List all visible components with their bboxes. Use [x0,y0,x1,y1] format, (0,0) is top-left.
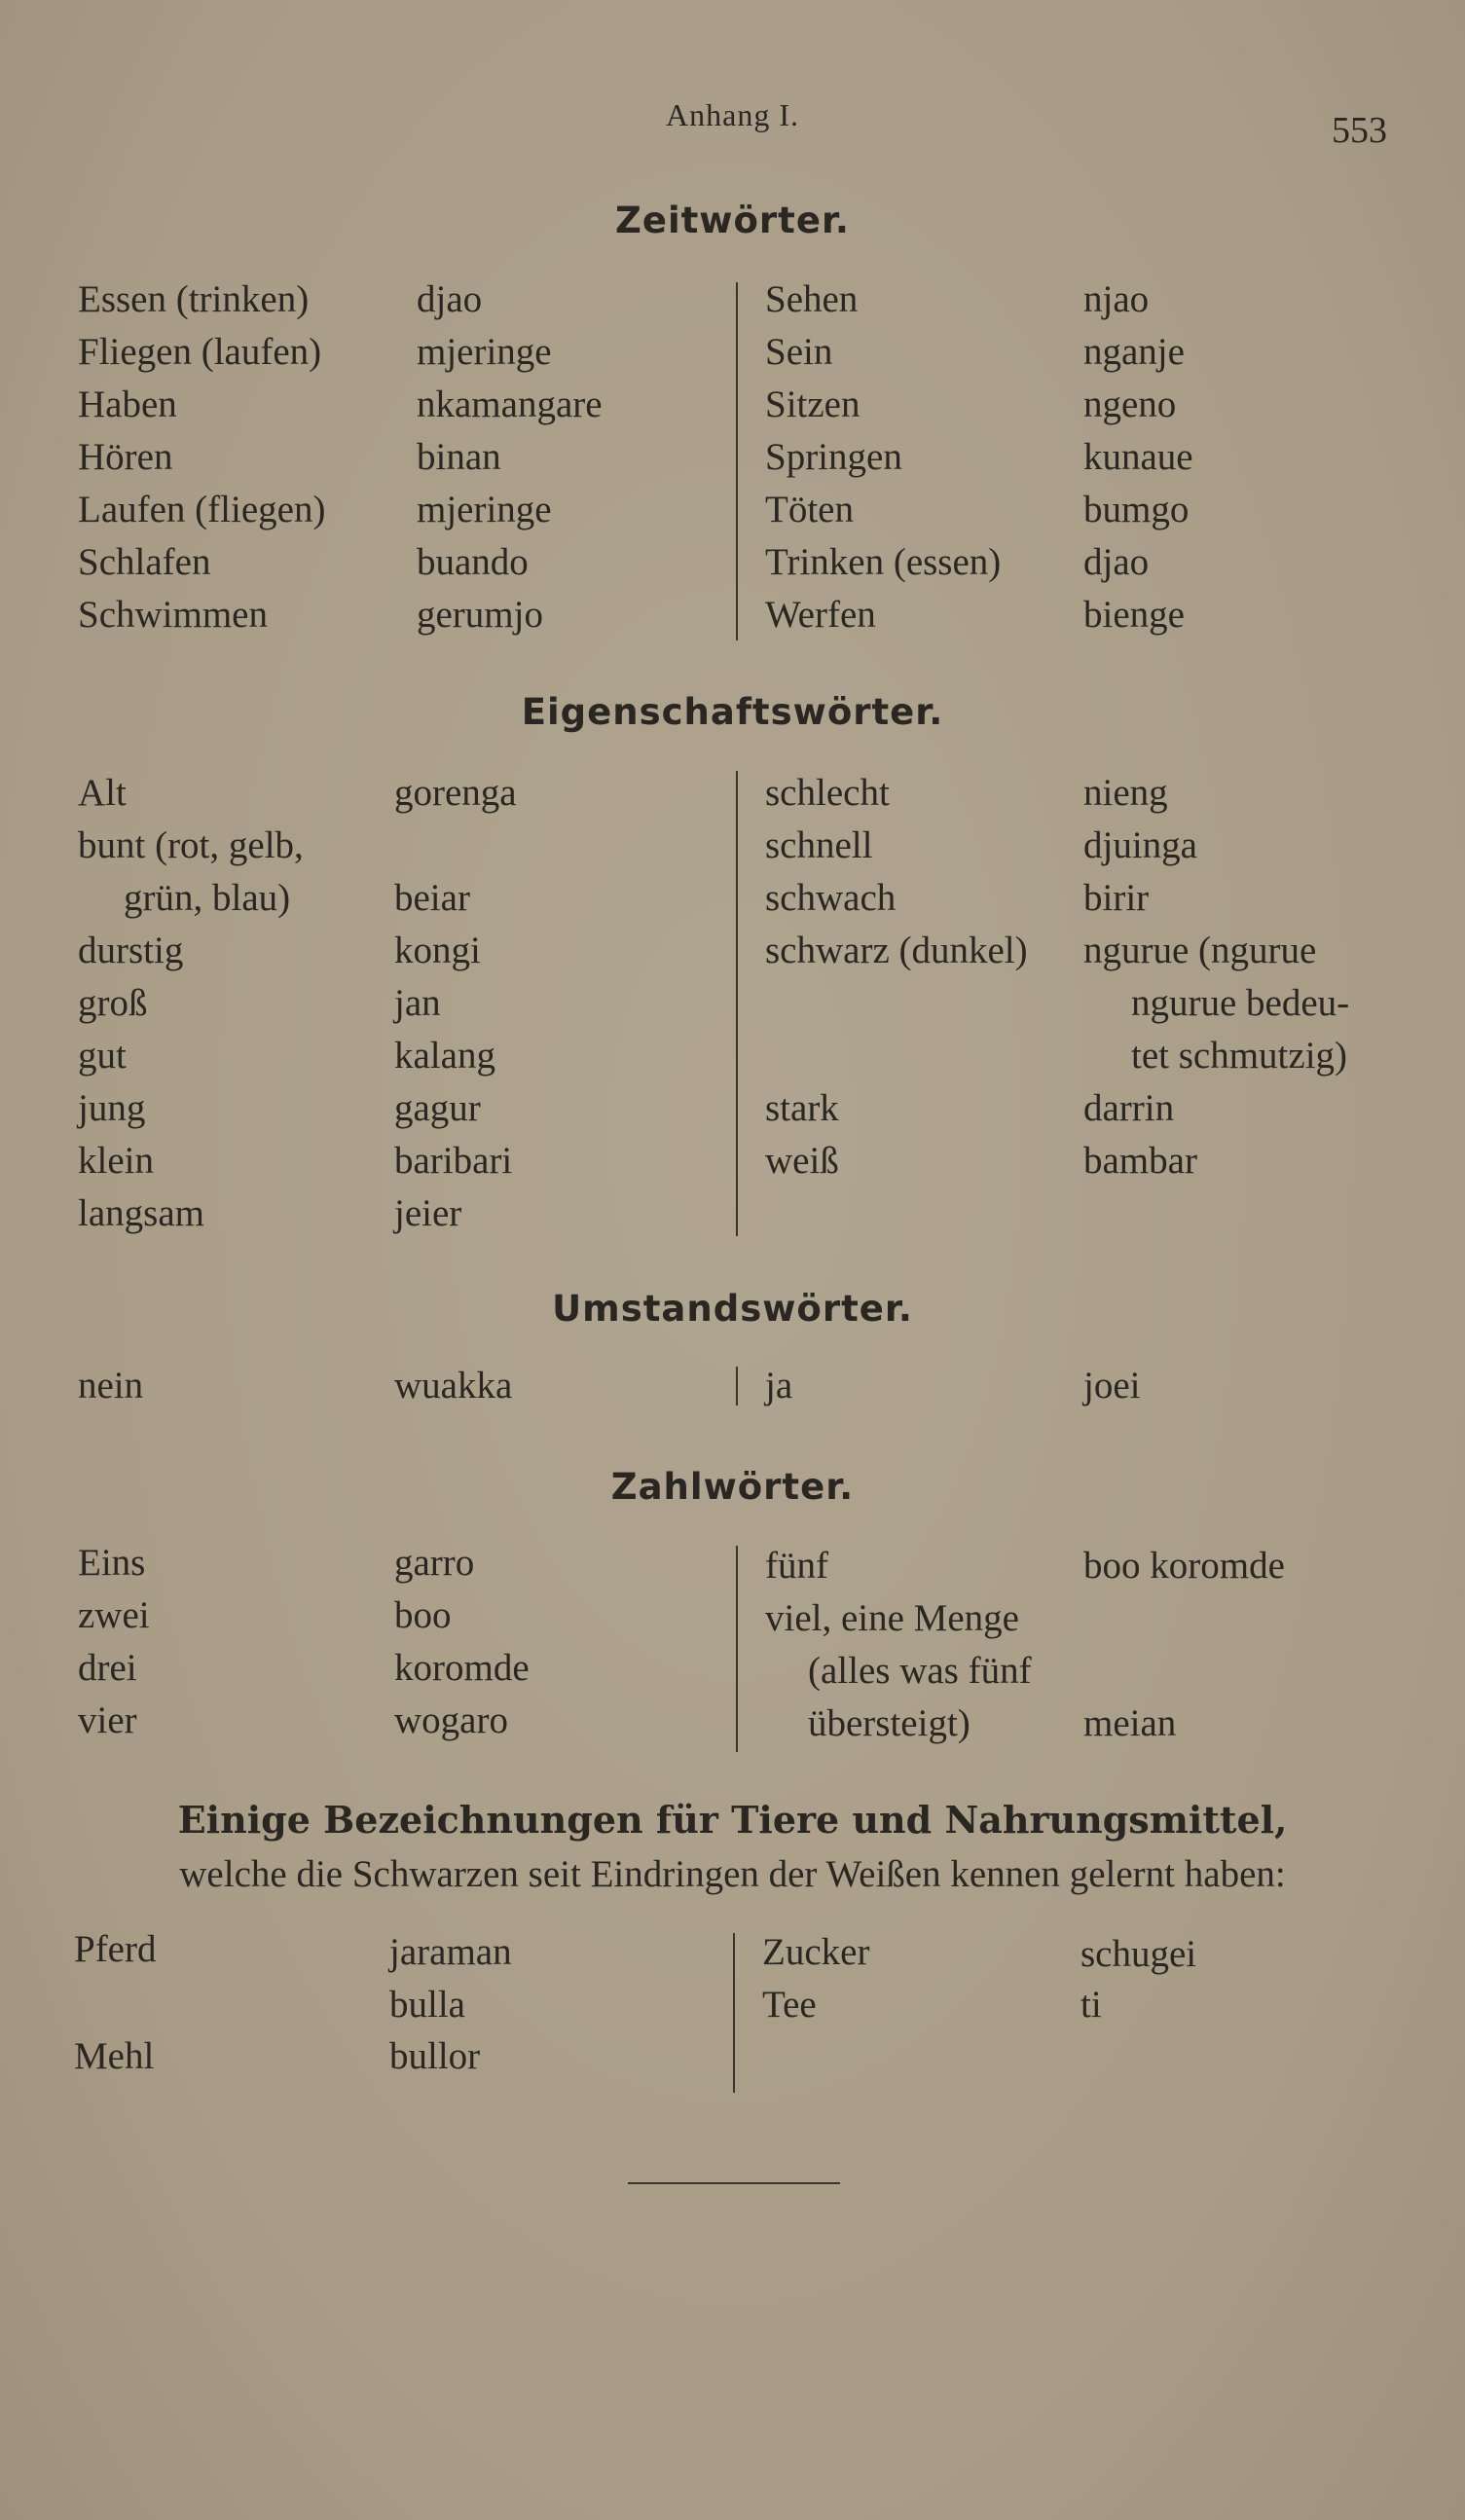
verb-translation: bumgo [1083,489,1190,530]
column-divider [736,282,738,640]
adjective-translation: nieng [1083,772,1168,814]
section-heading-verbs: Zeitwörter. [615,200,850,241]
food-term: Mehl [74,2035,155,2077]
verb-term: Hören [78,436,173,478]
verb-term: Fliegen (laufen) [78,331,322,373]
adjective-translation: jeier [394,1192,462,1234]
column-divider [736,1546,738,1752]
section-heading-adjectives: Eigenschaftswörter. [521,691,944,733]
verb-translation: bienge [1083,594,1185,636]
adjective-translation: gorenga [394,772,517,814]
adjective-term: bunt (rot, gelb, [78,824,304,866]
end-rule [628,2182,840,2184]
running-head: Anhang I. [666,97,799,132]
column-divider [736,1367,738,1406]
verb-term: Springen [765,436,902,478]
adjective-term: schnell [765,824,873,866]
verb-translation: binan [417,436,501,478]
verb-translation: njao [1083,278,1150,320]
verb-translation: djao [1083,541,1150,583]
numeral-translation: koromde [394,1647,530,1689]
section-heading-numerals: Zahlwörter. [610,1466,855,1508]
verb-translation: ngeno [1083,383,1177,425]
food-term: Zucker [762,1931,870,1973]
verb-term: Essen (trinken) [78,278,310,320]
verb-term: Laufen (fliegen) [78,489,326,530]
numeral-term: übersteigt) [808,1702,971,1744]
verb-term: Sein [765,331,833,373]
adjective-translation: darrin [1083,1087,1175,1129]
verb-translation: mjeringe [417,489,552,530]
numeral-translation: garro [394,1542,475,1584]
verb-term: Töten [765,489,854,530]
numeral-term: fünf [765,1545,828,1587]
food-term: Tee [762,1984,817,2026]
adjective-term: weiß [765,1140,839,1182]
column-divider [736,771,738,1236]
verb-term: Trinken (essen) [765,541,1002,583]
adjective-translation: djuinga [1083,824,1197,866]
verb-translation: djao [417,278,483,320]
food-translation: bulla [389,1984,465,2026]
adjective-term: jung [78,1087,146,1129]
verb-term: Haben [78,383,177,425]
adjective-term: klein [78,1140,154,1182]
numeral-translation: wogaro [394,1699,508,1741]
adjective-term: stark [765,1087,839,1129]
column-divider [733,1933,735,2093]
verb-translation: buando [417,541,529,583]
verb-term: Schwimmen [78,594,268,636]
adjective-term: groß [78,982,148,1024]
verb-translation: nganje [1083,331,1185,373]
adjective-term: schwach [765,877,897,919]
food-translation: ti [1080,1984,1102,2026]
food-translation: bullor [389,2035,481,2077]
verb-translation: mjeringe [417,331,552,373]
numeral-term: viel, eine Menge [765,1597,1019,1639]
adjective-translation: tet schmutzig) [1131,1035,1348,1077]
adverb-translation: joei [1083,1365,1141,1406]
adverb-translation: wuakka [394,1365,513,1406]
section-subheading-animals-food: welche die Schwarzen seit Eindringen der Weißen kennen gelernt haben: [179,1853,1286,1895]
adjective-translation: baribari [394,1140,513,1182]
verb-translation: kunaue [1083,436,1193,478]
verb-term: Schlafen [78,541,211,583]
page-number: 553 [1332,110,1387,151]
adjective-translation: bambar [1083,1140,1197,1182]
verb-term: Sitzen [765,383,861,425]
numeral-term: drei [78,1647,137,1689]
numeral-translation: boo [394,1594,452,1636]
adjective-translation: ngurue bedeu- [1131,982,1350,1024]
adjective-translation: kalang [394,1035,495,1077]
numeral-term: (alles was fünf [808,1650,1032,1692]
adverb-term: ja [765,1365,793,1406]
numeral-translation: boo koromde [1083,1545,1285,1587]
adjective-translation: jan [394,982,441,1024]
food-translation: jaraman [389,1931,512,1973]
adjective-translation: gagur [394,1087,481,1129]
verb-term: Werfen [765,594,876,636]
adjective-term: schlecht [765,772,890,814]
verb-translation: gerumjo [417,594,543,636]
food-translation: schugei [1080,1933,1197,1975]
adjective-term: Alt [78,772,127,814]
numeral-term: vier [78,1699,137,1741]
section-heading-animals-food: Einige Bezeichnungen für Tiere und Nahrungsmittel, [177,1798,1288,1842]
verb-translation: nkamangare [417,383,603,425]
food-term: Pferd [74,1928,157,1970]
numeral-translation: meian [1083,1702,1177,1744]
adjective-term: grün, blau) [124,877,291,919]
numeral-term: zwei [78,1594,150,1636]
adjective-translation: ngurue (ngurue [1083,930,1317,971]
verb-term: Sehen [765,278,859,320]
section-heading-adverbs: Umstandswörter. [552,1288,913,1330]
numeral-term: Eins [78,1542,146,1584]
adjective-term: durstig [78,930,184,971]
adjective-translation: birir [1083,877,1150,919]
adverb-term: nein [78,1365,144,1406]
adjective-term: langsam [78,1192,204,1234]
adjective-translation: kongi [394,930,481,971]
adjective-translation: beiar [394,877,470,919]
adjective-term: schwarz (dunkel) [765,930,1028,971]
adjective-term: gut [78,1035,127,1077]
